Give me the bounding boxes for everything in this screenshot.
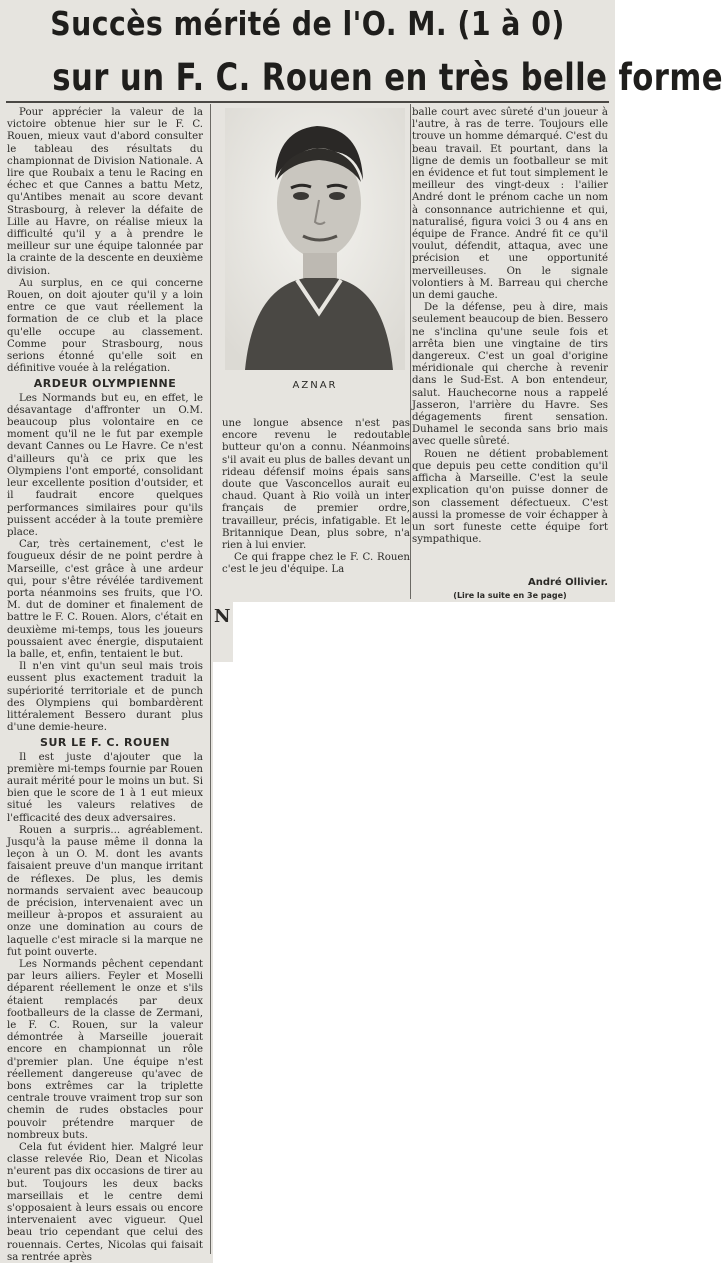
paragraph: une longue absence n'est pas encore revenu le redoutable butteur qu'on a connu. Néanmoins s'il avait eu plus de balles devant un rideau défensif moins épais sans doute que Vasconcellos aurait eu chaud. Quant à Rio voilà un inter français de premier ordre, travailleur, précis, infatigable. Et le Britannique Dean, plus sobre, n'a rien à lui envier. bbox=[222, 418, 410, 552]
player-portrait-photo bbox=[225, 108, 405, 370]
paragraph: Ce qui frappe chez le F. C. Rouen c'est le jeu d'équipe. La bbox=[222, 552, 410, 576]
adjacent-article-fragment: N bbox=[214, 606, 231, 627]
paragraph: Rouen ne détient probablement que depuis peu cette condition qu'il afficha à Marseille. C'est la seule explication qu'on puisse donner de son classement défectueux. C'est aussi la promesse de voir échapper à un sort funeste cette équipe fort sympathique. bbox=[412, 448, 608, 546]
section-heading: SUR LE F. C. ROUEN bbox=[40, 736, 170, 750]
paragraph: Les Normands pêchent cependant par leurs ailiers. Feyler et Moselli déparent réellement le onze et s'ils étaient remplacés par deux footballeurs de la classe de Zermani, le F. C. Rouen, sur la valeur démontrée à Marseille jouerait encore en championnat un rôle d'premier plan. Une équipe n'est réellement dangereuse qu'avec de bons extrêmes car la triplette centrale trouve vraiment trop sur son chemin de rudes obstacles pour pouvoir prétendre marquer de nombreux buts. bbox=[7, 959, 203, 1141]
article-column-2 bbox=[222, 418, 410, 602]
paragraph: Il n'en vint qu'un seul mais trois eussent plus exactement traduit la supériorité territoriale et de punch des Olympiens qui bombardèrent littéralement Bessero durant plus d'une demie-heure. bbox=[7, 661, 203, 734]
paragraph: De la défense, peu à dire, mais seulement beaucoup de bien. Bessero ne s'inclina qu'une seule fois et arrêta bien une vingtaine de tirs dangereux. C'est un goal d'origine méridionale qui cherche à revenir dans le Sud-Est. A bon entendeur, salut. Hauchecorne nous a rappelé Jasseron, l'arrière du Havre. Ses dégagements firent sensation. Duhamel le seconda sans brio mais avec quelle sûreté. bbox=[412, 302, 608, 448]
paragraph: Cela fut évident hier. Malgré leur classe relevée Rio, Dean et Nicolas n'eurent pas dix occasions de tirer au but. Toujours les deux backs marseillais et le centre demi s'opposaient à leurs essais ou encore intervenaient avec vigueur. Quel beau trio cependant que celui des rouennais. Certes, Nicolas qui faisait sa rentrée après bbox=[7, 1142, 203, 1263]
paragraph: Pour apprécier la valeur de la victoire obtenue hier sur le F. C. Rouen, mieux vaut d'abord consulter le tableau des résultats du championnat de Division Nationale. A lire que Roubaix a tenu le Racing en échec et que Cannes a battu Metz, qu'Antibes menait au score devant Strasbourg, à relever la défaite de Lille au Havre, on réalise mieux la difficulté qu'il y a à prendre le meilleur sur une équipe talonnée par la crainte de la descente en deuxième division. bbox=[7, 107, 203, 277]
article-column-1 bbox=[7, 107, 203, 1263]
paragraph: Rouen a surpris... agréablement. Jusqu'à la pause même il donna la leçon à un O. M. dont les avants faisaient preuve d'un manque irritant de réflexes. De plus, les demis normands servaient avec beaucoup de précision, intervenaient avec un meilleur à-propos et assuraient au onze une domination au cours de laquelle c'est miracle si la marque ne fut point ouverte. bbox=[7, 824, 203, 958]
article-column-3 bbox=[412, 107, 608, 577]
paragraph: balle court avec sûreté d'un joueur à l'autre, à ras de terre. Toujours elle trouve un homme démarqué. C'est du beau travail. Et pourtant, dans la ligne de demis un footballeur se mit en évidence et fut tout simplement le meilleur des vingt-deux : l'ailier André dont le prénom cache un nom à consonnance autrichienne et qui, naturalisé, figura voici 3 ou 4 ans en équipe de France. André fit ce qu'il voulut, défendit, attaqua, avec une précision et une opportunité merveilleuses. On le signale volontiers à M. Barreau qui cherche un demi gauche. bbox=[412, 107, 608, 302]
headline-line-1: Succès mérité de l'O. M. (1 à 0) bbox=[50, 4, 565, 43]
column-divider bbox=[210, 104, 211, 1254]
portrait-illustration bbox=[225, 108, 405, 370]
photo-caption: AZNAR bbox=[292, 380, 338, 391]
paragraph: Les Normands but eu, en effet, le désavantage d'affronter un O.M. beaucoup plus volontaire en ce moment qu'il ne le fut par exemple devant Cannes ou Le Havre. Ce n'est d'ailleurs qu'à ce prix que les Olympiens l'ont emporté, consolidant leur excellente position d'outsider, et il faudrait encore quelques performances similaires pour qu'ils puissent accéder à la toute première place. bbox=[7, 392, 203, 538]
paragraph: Il est juste d'ajouter que la première mi-temps fournie par Rouen aurait mérité pour le moins un but. Si bien que le score de 1 à 1 eut mieux situé les valeurs relatives de l'efficacité des deux adversaires. bbox=[7, 751, 203, 824]
headline-rule bbox=[6, 101, 609, 103]
column-divider bbox=[410, 104, 411, 599]
paragraph: Au surplus, en ce qui concerne Rouen, on doit ajouter qu'il y a loin entre ce que vaut réellement la formation de ce club et la place qu'elle occupe au classement. Comme pour Strasbourg, nous serions étonné qu'elle soit en définitive vouée à la relégation. bbox=[7, 277, 203, 375]
paragraph: Car, très certainement, c'est le fougueux désir de ne point perdre à Marseille, c'est grâce à une ardeur qui, pour s'être révélée tardivement porta néanmoins ses fruits, que l'O. M. dut de dominer et finalement de battre le F. C. Rouen. Alors, c'était en deuxième mi-temps, tous les joueurs poussaient avec énergie, disputaient la balle, et, enfin, tentaient le but. bbox=[7, 539, 203, 660]
section-heading: ARDEUR OLYMPIENNE bbox=[33, 377, 177, 391]
continued-note: (Lire la suite en 3e page) bbox=[453, 591, 567, 600]
headline-line-2: sur un F. C. Rouen en très belle forme bbox=[52, 56, 723, 99]
author-signature: André Ollivier. bbox=[527, 577, 608, 588]
